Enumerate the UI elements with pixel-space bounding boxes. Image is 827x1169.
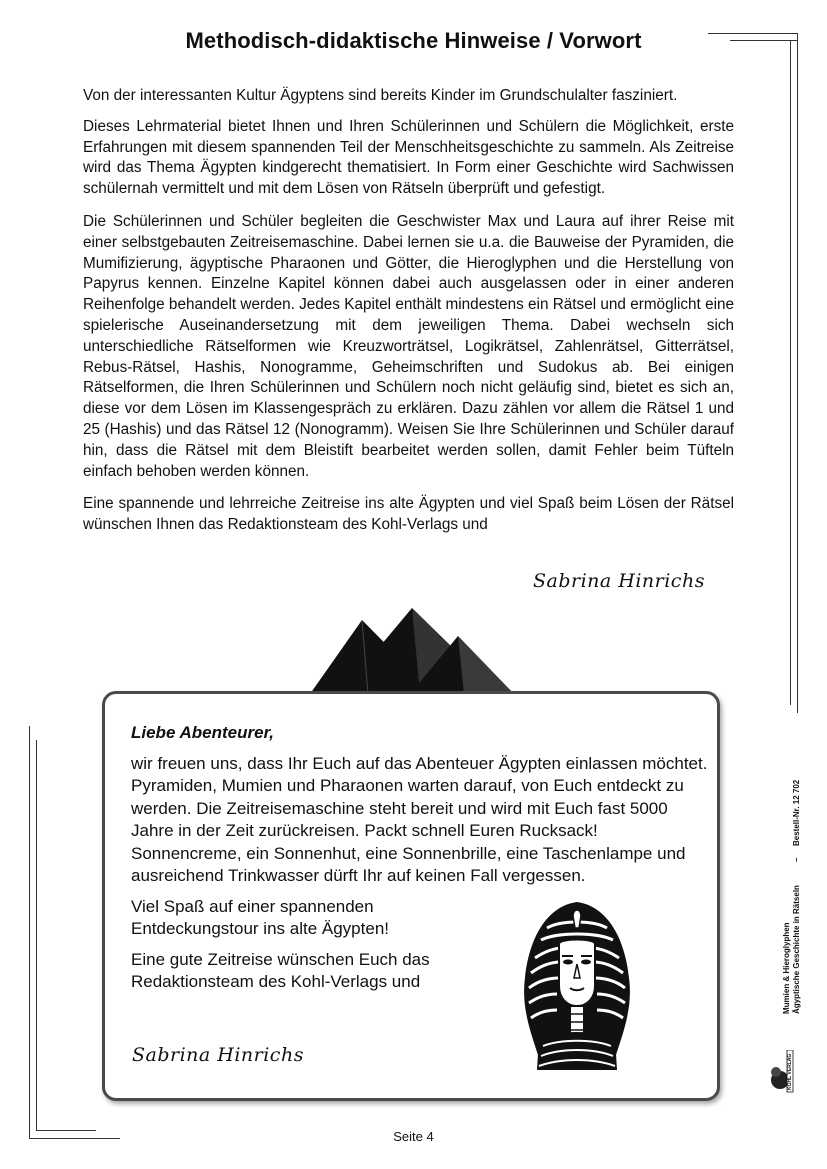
signature: Sabrina Hinrichs xyxy=(533,570,705,592)
sidebar-subtitle: Ägyptische Geschichte in Rätseln xyxy=(792,885,801,1014)
sidebar-order-number: Bestell-Nr. 12 702 xyxy=(792,779,801,846)
pyramids-illustration xyxy=(300,606,514,694)
letter-signature: Sabrina Hinrichs xyxy=(132,1044,304,1066)
page-number: Seite 4 xyxy=(393,1129,434,1144)
letter-paragraph-3: Eine gute Zeitreise wünschen Euch das Redaktionsteam des Kohl-Verlags und xyxy=(131,949,430,991)
frame-top-right-v2 xyxy=(790,40,791,705)
intro-paragraph-3: Die Schülerinnen und Schüler begleiten die Geschwister Max und Laura auf ihrer Reise mit einer selbstgebauten Zeitreisemaschine. Dabei lernen sie u.a. die Bauweise der Pyramiden, die Mumifizierung, ägyptische Pharaonen und Götter, die Hieroglyphen und die Herstellung von Papyrus kennen. Einzelne Kapitel können dabei auch ausgelassen oder in einer anderen Reihenfolge behandelt werden. Jedes Kapitel enthält mindestens ein Rätsel und ermöglicht eine spielerische Auseinandersetzung mit dem jeweiligen Thema. Dabei wechseln sich unterschiedliche Rätselformen wie Kreuzworträtsel, Logikrätsel, Zahlenrätsel, Gitterrätsel, Rebus-Rätsel, Hashis, Nonogramme, Geheimschriften und Sudokus ab. Bei einigen Rätselformen, die Ihren Schülerinnen und Schülern noch nicht geläufig sind, bietet es sich an, diese vor dem Lösen im Klassengespräch zu erklären. Dazu zählen vor allem die Rätsel 1 und 25 (Hashis) und das Rätsel 12 (Nonogramm). Weisen Sie Ihre Schülerinnen und Schüler darauf hin, dass die Rätsel mit dem Bleistift bearbeitet werden sollen, damit Fehler beim Tüfteln einfach behoben werden können. xyxy=(83,212,734,480)
intro-paragraph-4: Eine spannende und lehrreiche Zeitreise ins alte Ägypten und viel Spaß beim Lösen der Rätsel wünschen Ihnen das Redaktionsteam des Kohl-Verlags und xyxy=(83,495,734,534)
frame-top-right-v1 xyxy=(797,33,798,713)
intro-text xyxy=(83,86,734,548)
letter-greeting: Liebe Abenteurer, xyxy=(131,723,274,742)
letter-paragraph-2: Viel Spaß auf einer spannenden Entdeckungstour ins alte Ägypten! xyxy=(131,896,389,938)
kohl-verlag-logo-icon xyxy=(768,1050,794,1094)
sidebar-title: Mumien & Hieroglyphen xyxy=(782,922,791,1014)
intro-paragraph-1: Von der interessanten Kultur Ägyptens sind bereits Kinder im Grundschulalter fasziniert. xyxy=(83,87,678,104)
letter-paragraph-1: wir freuen uns, dass Ihr Euch auf das Abenteuer Ägypten einlassen möchtet. Pyramiden, Mumien und Pharaonen warten darauf, von Euch entdeckt zu werden. Die Zeitreisemaschine steht bereit und wird mit Euch fast 5000 Jahre in der Zeit zurückreisen. Packt schnell Euren Rucksack! Sonnencreme, ein Sonnenhut, eine Sonnenbrille, eine Taschenlampe und ausreichend Trinkwasser dürft Ihr auf keinen Fall vergessen. xyxy=(131,753,708,885)
frame-bottom-left-v1 xyxy=(29,726,30,1138)
frame-bottom-left-v2 xyxy=(36,740,37,1130)
page-title: Methodisch-didaktische Hinweise / Vorwort xyxy=(185,28,642,53)
letter-box xyxy=(102,691,720,1101)
intro-paragraph-2: Dieses Lehrmaterial bietet Ihnen und Ihren Schülerinnen und Schülern die Möglichkeit, erste Erfahrungen mit diesem spannenden Teil der Menschheitsgeschichte zu sammeln. Als Zeitreise wird das Thema Ägypten kindgerecht thematisiert. In Form einer Geschichte wird Sachwissen schülernah vermittelt und mit dem Lösen von Rätseln überprüft und gefestigt. xyxy=(83,117,734,198)
kohl-verlag-logo-text: KOHL VERLAG xyxy=(787,1053,793,1090)
sidebar-dash: – xyxy=(792,857,801,862)
publisher-sidebar xyxy=(762,760,822,1100)
pharaoh-mask-illustration xyxy=(517,898,637,1074)
